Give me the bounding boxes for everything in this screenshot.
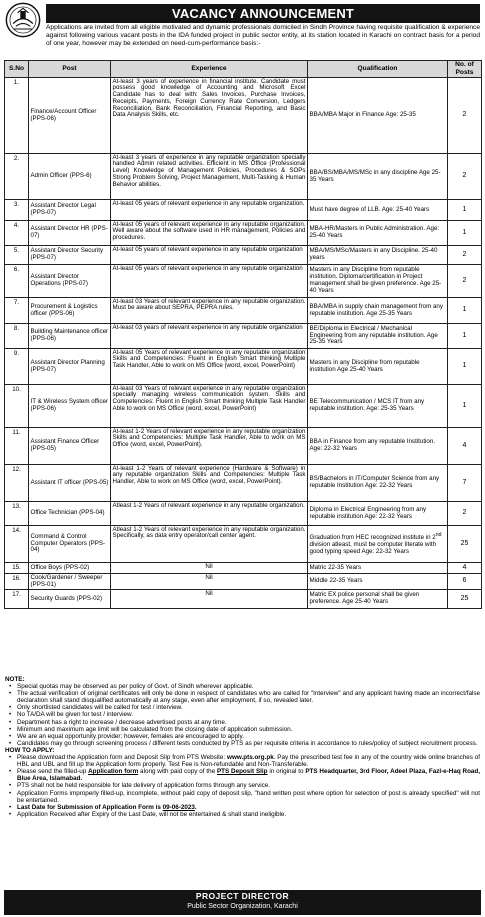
qualification-cell: Matric 22-35 Years	[308, 563, 448, 574]
experience-cell: Atleast 1-2 Years of relevant experience in any reputable organization.	[111, 502, 308, 526]
post-cell: Assistant IT officer (PPS-05)	[29, 465, 111, 502]
sno-cell: 7.	[5, 298, 29, 324]
table-row	[5, 526, 482, 563]
footer-subtitle: Public Sector Organization, Karachi	[187, 903, 298, 910]
experience-cell: At-least 05 Years of relevant experience in any reputable organization Skills and Competencies: Fluent in English Smart thinking Multiple Task Handler, Able to work on MS Office (word, excel, PowerPoint)	[111, 349, 308, 385]
qualification-cell: MBA-HR/Masters in Public Administration. Age: 25-40 Years	[308, 221, 448, 246]
sno-cell: 3.	[5, 200, 29, 221]
note-item: • No TA/DA will be given for test / interview.	[17, 711, 480, 718]
experience-cell: Nil	[111, 574, 308, 590]
table-row	[5, 154, 482, 200]
intro-paragraph: Applications are invited from all eligible motivated and dynamic professionals domiciled in Sindh Province having requisite qualification & experience against following various vacant posts in the IDA funded project in public sector entity, at its station located in Karachi on contract basis for a period of one year, however may be extended on need-cum-performance basis:-	[46, 24, 480, 48]
table-row	[5, 324, 482, 349]
qualification-cell: BBA in Finance from any reputable Institution. Age: 22-32 Years	[308, 428, 448, 465]
table-row	[5, 349, 482, 385]
experience-cell: At-least 05 years of relevant experience in any reputable organization	[111, 246, 308, 265]
post-cell: Procurement & Logistics officer (PPS-06)	[29, 298, 111, 324]
apply-item: • Application Forms improperly filled-up, incomplete, without paid copy of deposit slip, "hand written post where option for selection of post is already specified" will not be entertained.	[17, 790, 480, 804]
experience-cell: At-least 3 years of experience in financial institute. Candidate must possess good knowledge of Accounting and Microsoft Excel Candidate has to deal with: Sales Invoices, Purchase Invoices, Receipts, Payments, Foreign Currency Rate Conversion, Ledgers Reconciliation, Bank Reconciliation, Financial Reporting, and Basic Data Analysis Skills, etc.	[111, 78, 308, 154]
qualification-cell: BBA/MBA Major in Finance Age: 25-35	[308, 78, 448, 154]
experience-cell: Nil	[111, 563, 308, 574]
table-row	[5, 428, 482, 465]
sno-cell: 14.	[5, 526, 29, 563]
table-row	[5, 465, 482, 502]
sno-cell: 9.	[5, 349, 29, 385]
experience-cell: Nil	[111, 590, 308, 609]
page-title: VACANCY ANNOUNCEMENT	[46, 4, 480, 23]
qualification-cell: BS/Bachelors in IT/Computer Science from any reputable Institution Age: 22-32 Years	[308, 465, 448, 502]
post-cell: Office Technician (PPS-04)	[29, 502, 111, 526]
apply-item: • PTS shall not be held responsible for late delivery of application forms through any service.	[17, 782, 480, 789]
post-cell: Building Maintenance officer (PPS-06)	[29, 324, 111, 349]
apply-list	[5, 754, 480, 818]
post-cell: Security Guards (PPS-02)	[29, 590, 111, 609]
posts-count-cell: 7	[448, 465, 482, 502]
table-row	[5, 563, 482, 574]
qualification-cell: Must have degree of LLB. Age: 25-40 Years	[308, 200, 448, 221]
post-cell: Assistant Director Legal (PPS-07)	[29, 200, 111, 221]
qualification-cell: Masters in any Discipline from reputable institution Age 25-40 Years	[308, 349, 448, 385]
column-header-posts: No. of Posts	[448, 61, 482, 78]
sno-cell: 13.	[5, 502, 29, 526]
sno-cell: 10.	[5, 385, 29, 428]
experience-cell: At-least 03 years of relevant experience in any reputable organization	[111, 324, 308, 349]
apply-item: • Please download the Application form and Deposit Slip from PTS Website: www.pts.org.pk. Pay the prescribed test fee in any of the country wide online branches of HBL and UBL and fill up the Application form properly. Test Fee is Non-refundable and Non-Transferable.	[17, 754, 480, 768]
posts-count-cell: 6	[448, 574, 482, 590]
posts-count-cell: 2	[448, 502, 482, 526]
apply-item: • Last Date for Submission of Application Form is 09-06-2023.	[17, 804, 480, 811]
post-cell: Assistant Director Security (PPS-07)	[29, 246, 111, 265]
post-cell: Command & Control Computer Operators (PPS-04)	[29, 526, 111, 563]
notes-section	[5, 676, 480, 818]
table-row	[5, 265, 482, 298]
post-cell: Finance/Account Officer (PPS-06)	[29, 78, 111, 154]
post-cell: Admin Officer (PPS-6)	[29, 154, 111, 200]
sno-cell: 4.	[5, 221, 29, 246]
posts-count-cell: 1	[448, 385, 482, 428]
sno-cell: 17.	[5, 590, 29, 609]
sno-cell: 8.	[5, 324, 29, 349]
post-cell: Assistant Finance Officer (PPS-05)	[29, 428, 111, 465]
qualification-cell: BE Telecommunication / MCS IT from any reputable institution. Age: 25-35 Years	[308, 385, 448, 428]
table-row	[5, 385, 482, 428]
column-header-qualification: Qualification	[308, 61, 448, 78]
apply-item: • Please send the filled-up Application form along with paid copy of the PTS Deposit Slip in original to PTS Headquarter, 3rd Floor, Adeel Plaza, Fazl-e-Haq Road, Blue Area, Islamabad.	[17, 768, 480, 782]
experience-cell: Atleast 1-2 Years of relevant experience in any reputable organization. Specifically, as data entry operator/call center agent.	[111, 526, 308, 563]
table-row	[5, 78, 482, 154]
posts-count-cell: 1	[448, 200, 482, 221]
posts-count-cell: 1	[448, 221, 482, 246]
experience-cell: At-least 03 Years of relevant experience in any reputable organization. Must be aware about SEPRA, PEPRA rules.	[111, 298, 308, 324]
vacancy-table	[4, 60, 482, 609]
posts-count-cell: 2	[448, 265, 482, 298]
note-item: • Special quotas may be observed as per policy of Govt. of Sindh wherever applicable.	[17, 683, 480, 690]
column-header-sno: S.No	[5, 61, 29, 78]
table-body	[5, 78, 482, 609]
table-row	[5, 200, 482, 221]
apply-item: • Application Received after Expiry of the Last Date, will not be entertained & shall stand ineligible.	[17, 811, 480, 818]
qualification-cell: Graduation from HEC recognized institute in 2nd division atleast, must be computer literate with good typing speed Age: 22-32 Years	[308, 526, 448, 563]
qualification-cell: BBA/BS/MBA/MS/MSc in any discipline Age 25-35 Years	[308, 154, 448, 200]
sno-cell: 12.	[5, 465, 29, 502]
post-cell: Cook/Gardener / Sweeper (PPS-01)	[29, 574, 111, 590]
column-header-experience: Experience	[111, 61, 308, 78]
experience-cell: At-least 05 years of relevant experience in any reputable organization.	[111, 200, 308, 221]
sno-cell: 2.	[5, 154, 29, 200]
note-item: • Candidates may go through screening process / different tests conducted by PTS as per requisite criteria in accordance to rules/policy of subject recruitment process.	[17, 740, 480, 747]
sno-cell: 6.	[5, 265, 29, 298]
post-cell: Office Boys (PPS-02)	[29, 563, 111, 574]
posts-count-cell: 1	[448, 298, 482, 324]
posts-count-cell: 2	[448, 246, 482, 265]
emblem-logo-icon	[5, 2, 41, 38]
post-cell: Assistant Director HR (PPS-07)	[29, 221, 111, 246]
qualification-cell: MBA/MS/MSc/Masters in any Discipline. 25-40 years	[308, 246, 448, 265]
qualification-cell: BBA/MBA in supply chain management from any reputable institution. Age 25-35 Years	[308, 298, 448, 324]
posts-count-cell: 1	[448, 324, 482, 349]
note-item: • Minimum and maximum age limit will be calculated from the closing date of application submission.	[17, 726, 480, 733]
table-row	[5, 502, 482, 526]
sno-cell: 1.	[5, 78, 29, 154]
posts-count-cell: 4	[448, 563, 482, 574]
note-item: • Department has a right to increase / decrease advertised posts at any time.	[17, 719, 480, 726]
qualification-cell: Masters in any Discipline from reputable institution. Diploma/certification in Project management shall be given preference. Age 25-40 Years	[308, 265, 448, 298]
column-header-post: Post	[29, 61, 111, 78]
posts-count-cell: 2	[448, 78, 482, 154]
footer	[4, 890, 481, 915]
table-row	[5, 246, 482, 265]
table-row	[5, 298, 482, 324]
note-item: • We are an equal opportunity provider; however, females are encouraged to apply.	[17, 733, 480, 740]
qualification-cell: Matric EX police personal shall be given preference. Age 25-40 Years	[308, 590, 448, 609]
sno-cell: 11.	[5, 428, 29, 465]
experience-cell: At-least 1-2 Years of relevant experience in any reputable organization Skills and Competencies: Multiple Task Handler, Able to work on MS Office (word, excel, PowerPoint).	[111, 428, 308, 465]
note-list	[5, 683, 480, 747]
note-item: • The actual verification of original certificates will only be done in respect of candidates who are called for "Interview" and any applicant having made an incorrect/false declaration shall stand disqualified automatically at any stage, even after employment, if so, revealed later.	[17, 690, 480, 704]
table-row	[5, 221, 482, 246]
sno-cell: 15.	[5, 563, 29, 574]
posts-count-cell: 25	[448, 526, 482, 563]
post-cell: Assistant Director Operations (PPS-07)	[29, 265, 111, 298]
table-row	[5, 574, 482, 590]
note-item: • Only shortlisted candidates will be called for test / interview.	[17, 704, 480, 711]
footer-title: PROJECT DIRECTOR	[195, 891, 290, 901]
post-cell: Assistant Director Planning (PPS-07)	[29, 349, 111, 385]
experience-cell: At-least 03 Years of relevant experience in any reputable organization specially managing wireless communication system. Skills and Competencies: Fluent in English Smart thinking Multiple Task Handler Able to work on MS Office (word, excel, PowerPoint)	[111, 385, 308, 428]
experience-cell: At-least 1-2 Years of relevant experience (Hardware & Software) in any reputable organization Skills and Competencies: Multiple Task Handler, Able to work on MS Office (word, excel, PowerPoint).	[111, 465, 308, 502]
header	[0, 0, 485, 48]
qualification-cell: BE/Diploma in Electrical / Mechanical Engineering from any reputable institution. Age 25-35 Years	[308, 324, 448, 349]
posts-count-cell: 1	[448, 349, 482, 385]
qualification-cell: Diploma in Electrical Engineering from any reputable institution Age: 22-32 Years	[308, 502, 448, 526]
note-heading: NOTE:	[5, 676, 25, 683]
table-header-row	[5, 61, 482, 78]
how-to-apply-heading: HOW TO APPLY:	[5, 746, 55, 754]
qualification-cell: Middle 22-35 Years	[308, 574, 448, 590]
sno-cell: 16.	[5, 574, 29, 590]
posts-count-cell: 4	[448, 428, 482, 465]
table-row	[5, 590, 482, 609]
posts-count-cell: 25	[448, 590, 482, 609]
post-cell: IT & Wireless System officer (PPS-06)	[29, 385, 111, 428]
sno-cell: 5.	[5, 246, 29, 265]
posts-count-cell: 2	[448, 154, 482, 200]
experience-cell: At-least 05 years of relevant experience in any reputable organization. Well aware about the software used in HR management, Policies and procedures.	[111, 221, 308, 246]
experience-cell: At-least 3 years of experience in any reputable organization specially handled Admin related activities. Efficient in MS Office (Professional Level) Knowledge of Management Policies, Procedures & SOPs Strong Problem Solving, Project Management, Multi-Tasking & Human Behavior abilities.	[111, 154, 308, 200]
experience-cell: At-least 05 years of relevant experience in any reputable organization	[111, 265, 308, 298]
